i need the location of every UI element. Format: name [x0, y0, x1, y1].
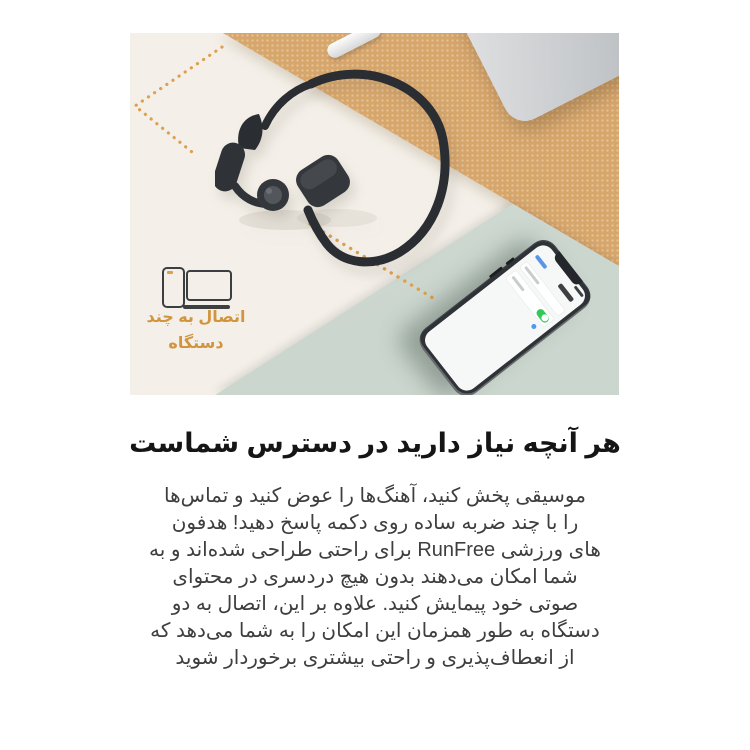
smartphone-icon: [162, 267, 185, 308]
body-line: شما امکان می‌دهند بدون هیچ دردسری در محتوای: [172, 566, 578, 588]
badge-label-line-2: دستگاه: [168, 335, 224, 352]
body-paragraph: [105, 483, 645, 672]
bluetooth-title: [557, 283, 574, 303]
badge-label-line-1: اتصال به چند: [146, 309, 246, 326]
body-line: را با چند ضربه ساده روی دکمه پاسخ دهید! هدفون: [171, 512, 579, 534]
multi-device-badge: [130, 305, 262, 357]
bluetooth-toggle: [535, 307, 551, 324]
back-link: [535, 254, 548, 269]
dotted-diamond: [135, 47, 222, 152]
section-heading: هر آنچه نیاز دارید در دسترس شماست: [129, 428, 621, 458]
body-line: از انعطاف‌پذیری و راحتی بیشتری برخوردار شوید: [175, 647, 575, 669]
headband-left: [265, 84, 311, 126]
body-line: موسیقی پخش کنید، آهنگ‌ها را عوض کنید و تماس‌ها: [164, 485, 586, 507]
info-icon: [530, 323, 537, 330]
body-line: دستگاه به طور همزمان این امکان را به شما می‌دهد که: [150, 620, 600, 642]
ear-hook: [238, 114, 262, 150]
body-line: های ورزشی RunFree برای راحتی طراحی شده‌اند و به: [149, 539, 601, 561]
bone-conduction-headphones: [215, 68, 460, 273]
laptop-icon: [186, 270, 232, 301]
body-line: صوتی خود پیمایش کنید. علاوه بر این، اتصال به دو: [171, 593, 579, 615]
status-icons: [574, 285, 584, 297]
product-photo: [130, 33, 619, 395]
